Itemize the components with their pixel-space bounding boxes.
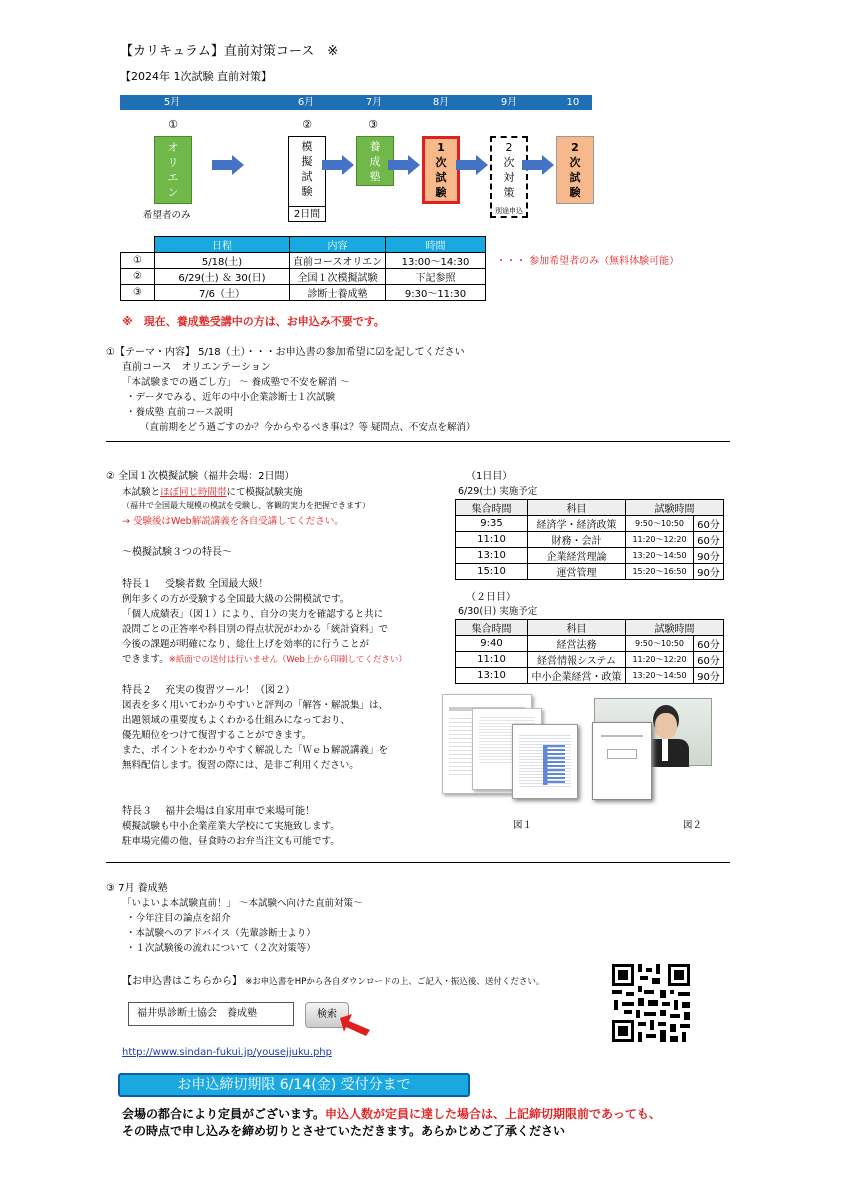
answer-book-image [592, 722, 652, 800]
figure2-caption: 図２ [683, 820, 703, 831]
feature2-line: 出題領域の重要度もよくわかる仕組みになっており、 [122, 715, 351, 726]
section3-line: ・今年注目の論点を紹介 [126, 913, 231, 924]
section3-heading: ③ 7月 養成塾 [106, 883, 168, 894]
month-label: 5月 [163, 97, 181, 108]
section1-line: （直前期をどう過ごすのか？今からやるべき事は？等 疑問点、不安点を解消） [140, 422, 476, 433]
feature2-title: 特長２ 充実の復習ツール！（図２） [122, 685, 295, 696]
schedule-note: ・・・ 参加希望者のみ（無料体験可能） [496, 256, 680, 267]
feature1-line: 「個人成績表」（図１）により、自分の実力を確認すると共に [122, 609, 384, 620]
feature1-line: できます。※紙面での送付は行いません（Web上から印刷してください） [122, 654, 407, 665]
day2-date: 6/30(日) 実施予定 [458, 606, 538, 617]
step-yoseijuku: 養 成 塾 [356, 136, 394, 186]
section1-line: 「本試験までの過ごし方」 ～ 養成塾で不安を解消 ～ [122, 377, 350, 388]
section2-intro: 本試験とほぼ同じ時間帯にて模擬試験実施 [122, 487, 303, 498]
page-subtitle: 【2024年 1次試験 直前対策】 [120, 70, 272, 83]
day1-table: 集合時間 科目 試験時間 9:35 経済学・経済政策 9:50～10:50 60分 11:10 財務・会計 11:20～12:20 60分 13:10 企業経営理論 13:20～14:50 90分 15:10 運営管理 15:20～16:50 90分 [455, 499, 724, 580]
table-row: 13:10 企業経営理論 13:20～14:50 90分 [456, 548, 724, 564]
step-first-exam: 1 次 試 験 [422, 136, 460, 204]
apply-heading: 【お申込書はこちらから】 ※お申込書をHPから各自ダウンロードの上、ご記入・振込後、送付ください。 [122, 976, 545, 987]
arrow-right-icon [342, 155, 354, 175]
feature2-line: 無料配信します。復習の際には、是非ご利用ください。 [122, 760, 359, 771]
search-button[interactable]: 検索 [305, 1002, 349, 1028]
arrow-right-icon [408, 155, 420, 175]
month-label: 7月 [365, 97, 383, 108]
table-header: 内容 [290, 237, 386, 253]
feature1-line: 設問ごとの正答率や科目別の得点状況がわかる「統計資料」で [122, 624, 389, 635]
table-row: ① 5/18(土) 直前コースオリエン 13:00～14:30 [121, 253, 486, 269]
feature1-title: 特長１ 受験者数 全国最大級！ [122, 579, 269, 590]
month-label: 10月 [566, 97, 580, 123]
feature3-title: 特長３ 福井会場は自家用車で来場可能！ [122, 806, 316, 817]
table-row: ② 6/29(土) ＆ 30(日) 全国１次模擬試験 下記参照 [121, 269, 486, 285]
month-bar [120, 95, 592, 123]
divider [106, 862, 730, 863]
table-row: 13:10 中小企業経営・政策 13:20～14:50 90分 [456, 668, 724, 684]
table-header: 時間 [386, 237, 486, 253]
step-second-prep: 2 次 対 策 [490, 136, 528, 218]
section1-line: ・データでみる、近年の中小企業診断士１次試験 [126, 392, 336, 403]
table-row: ③ 7/6（土） 診断士養成塾 9:30～11:30 [121, 285, 486, 301]
step-number: ① [168, 118, 178, 131]
schedule-table [120, 236, 486, 301]
page-title: 【カリキュラム】直前対策コース ※ [120, 44, 339, 59]
month-label: 9月 [500, 97, 518, 108]
step-caption: 希望者のみ [143, 210, 191, 221]
feature1-line: 例年多くの方が受験する全国最大級の公開模試です。 [122, 594, 350, 605]
day1-date: 6/29(土) 実施予定 [458, 486, 538, 497]
table-header: 日程 [155, 237, 290, 253]
step-caption: 別途申込 [495, 207, 523, 215]
month-label: 6月 [297, 97, 315, 108]
arrow-right-icon [476, 155, 488, 175]
step-mock-exam: 模 擬 試 験 [288, 136, 326, 222]
search-input[interactable]: 福井県診断士協会 養成塾 [128, 1002, 294, 1026]
month-label: 8月 [432, 97, 450, 108]
warning-text: ※ 現在、養成塾受講中の方は、お申込み不要です。 [122, 315, 385, 328]
table-row: 15:10 運営管理 15:20～16:50 90分 [456, 564, 724, 580]
table-row: 11:10 財務・会計 11:20～12:20 60分 [456, 532, 724, 548]
website-link[interactable]: http://www.sindan-fukui.jp/yousejjuku.php [122, 1047, 332, 1058]
web-note: → 受験後はWeb解説講義を各自受講してください。 [122, 516, 344, 527]
section3-line: ・１次試験後の流れについて（２次対策等） [126, 943, 316, 954]
feature2-line: また、ポイントをわかりやすく解説した「Ｗｅｂ解説講義」を [122, 745, 389, 756]
day1-title: （1日目） [466, 471, 513, 482]
day2-table: 集合時間 科目 試験時間 9:40 経営法務 9:50～10:50 60分 11:10 経営情報システム 11:20～12:20 60分 13:10 中小企業経営・政策 13:20～14:50 90分 [455, 619, 724, 684]
step-caption: 2日間 [288, 206, 326, 222]
section1-heading: ①【テーマ・内容】 5/18（土）・・・お申込書の参加希望に☑を記してください [106, 347, 465, 358]
divider [106, 441, 730, 442]
feature3-line: 駐車場完備の他、昼食時のお弁当注文も可能です。 [122, 836, 340, 847]
section2-heading: ② 全国１次模擬試験（福井会場：2日間） [106, 471, 295, 482]
feature2-line: 優先順位をつけて復習することができます。 [122, 730, 312, 741]
section1-line: 直前コース オリエンテーション [122, 362, 271, 373]
step-number: ② [302, 118, 312, 131]
section3-line: 「いよいよ本試験直前！」 ～本試験へ向けた直前対策～ [122, 898, 363, 909]
deadline-banner: お申込締切期限 6/14(金) 受付分まで [118, 1073, 470, 1097]
feature2-line: 図表を多く用いてわかりやすいと評判の「解答・解説集」は、 [122, 700, 389, 711]
features-title: ～模擬試験３つの特長～ [122, 547, 232, 558]
step-orientation: オ リ エ ン [154, 136, 192, 204]
step-number: ③ [368, 118, 378, 131]
feature1-line: 今後の課題が明確になり、総仕上げを効率的に行うことが [122, 639, 370, 650]
pointer-arrow-icon [338, 1012, 374, 1038]
arrow-right-icon [542, 155, 554, 175]
statistics-image [512, 724, 578, 799]
section3-line: ・本試験へのアドバイス（先輩診断士より） [126, 928, 316, 939]
section1-line: ・養成塾 直前コース説明 [126, 407, 234, 418]
step-second-exam: 2 次 試 験 [556, 136, 594, 204]
table-row: 11:10 経営情報システム 11:20～12:20 60分 [456, 652, 724, 668]
day2-title: （２日目） [466, 592, 516, 603]
figure1-caption: 図１ [513, 820, 533, 831]
table-row: 9:35 経済学・経済政策 9:50～10:50 60分 [456, 516, 724, 532]
section2-intro-note: （福井で全国最大規模の模試を受験し、客観的実力を把握できます） [122, 501, 370, 510]
arrow-right-icon [232, 155, 244, 175]
notice-text: 会場の都合により定員がございます。申込人数が定員に達した場合は、上記締切期限前であっても、 その時点で申し込みを締め切りとさせていただきます。あらかじめご了承ください [122, 1107, 661, 1138]
feature3-line: 模擬試験も中小企業産業大学校にて実施致します。 [122, 821, 340, 832]
table-row: 9:40 経営法務 9:50～10:50 60分 [456, 636, 724, 652]
qr-code-icon[interactable] [610, 962, 692, 1044]
